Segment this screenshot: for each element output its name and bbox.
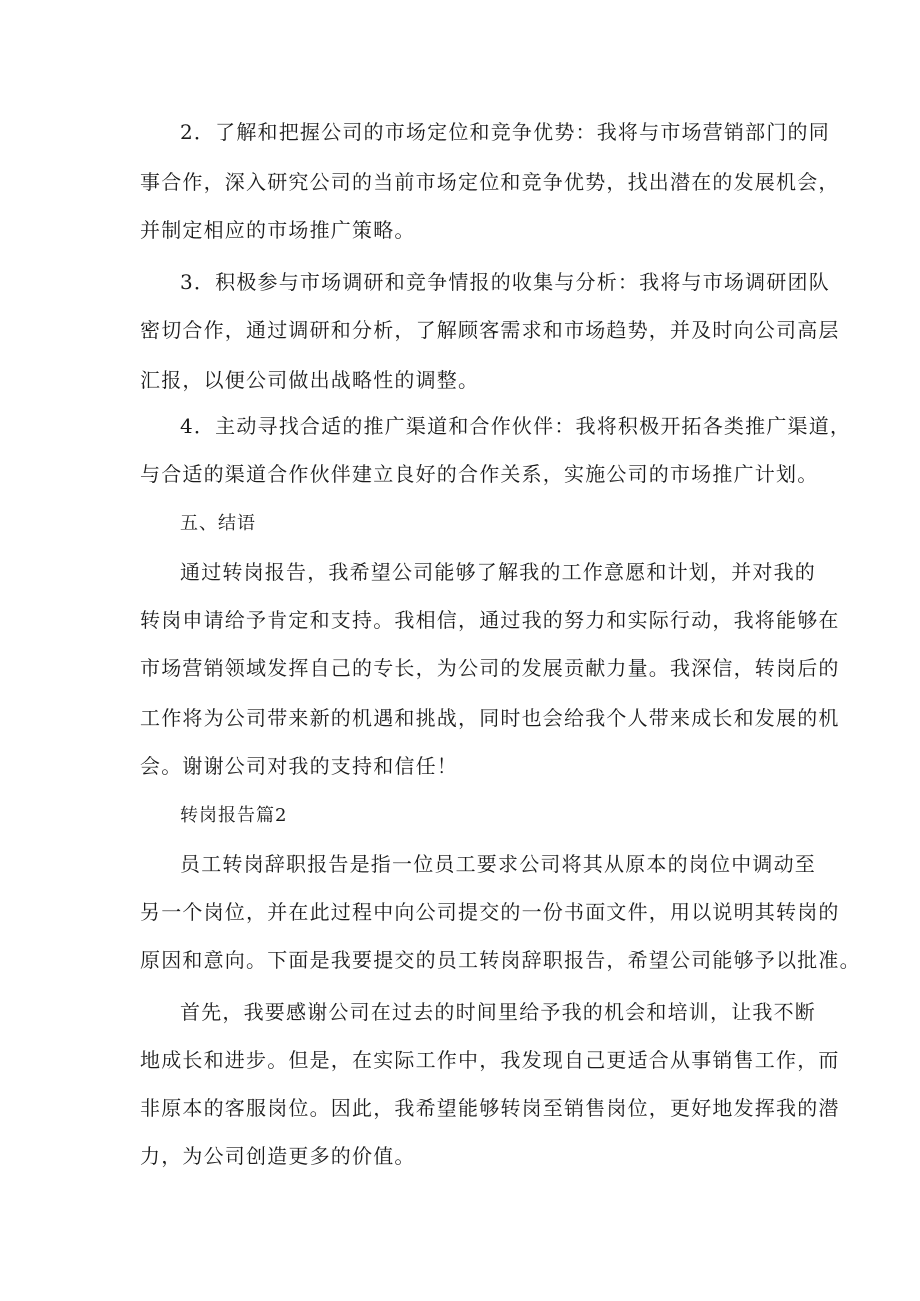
paragraph-line: 首先，我要感谢公司在过去的时间里给予我的机会和培训，让我不断 [180, 1000, 816, 1024]
paragraph-line: 3．积极参与市场调研和竞争情报的收集与分析：我将与市场调研团队 [180, 270, 830, 294]
paragraph-line: 员工转岗辞职报告是指一位员工要求公司将其从原本的岗位中调动至 [180, 852, 816, 876]
paragraph-line: 密切合作，通过调研和分析，了解顾客需求和市场趋势，并及时向公司高层 [140, 318, 840, 342]
paragraph-line: 工作将为公司带来新的机遇和挑战，同时也会给我个人带来成长和发展的机 [140, 706, 840, 730]
paragraph-line: 会。谢谢公司对我的支持和信任！ [140, 754, 458, 778]
paragraph-line: 转岗申请给予肯定和支持。我相信，通过我的努力和实际行动，我将能够在 [140, 608, 840, 632]
paragraph-line: 2．了解和把握公司的市场定位和竞争优势：我将与市场营销部门的同 [180, 120, 830, 144]
paragraph-line: 非原本的客服岗位。因此，我希望能够转岗至销售岗位，更好地发挥我的潜 [140, 1096, 840, 1120]
paragraph-line: 力，为公司创造更多的价值。 [140, 1144, 416, 1168]
section-heading: 转岗报告篇2 [180, 805, 288, 826]
paragraph-line: 原因和意向。下面是我要提交的员工转岗辞职报告，希望公司能够予以批准。 [140, 948, 861, 972]
paragraph-line: 通过转岗报告，我希望公司能够了解我的工作意愿和计划，并对我的 [180, 560, 816, 584]
section-heading: 五、结语 [180, 513, 256, 534]
paragraph-line: 汇报，以便公司做出战略性的调整。 [140, 368, 480, 392]
paragraph-line: 地成长和进步。但是，在实际工作中，我发现自己更适合从事销售工作，而 [140, 1048, 840, 1072]
paragraph-line: 4．主动寻找合适的推广渠道和合作伙伴：我将积极开拓各类推广渠道， [180, 414, 852, 438]
paragraph-line: 事合作，深入研究公司的当前市场定位和竞争优势，找出潜在的发展机会， [140, 170, 840, 194]
paragraph-line: 与合适的渠道合作伙伴建立良好的合作关系，实施公司的市场推广计划。 [140, 462, 819, 486]
paragraph-line: 另一个岗位，并在此过程中向公司提交的一份书面文件，用以说明其转岗的 [140, 900, 840, 924]
paragraph-line: 并制定相应的市场推广策略。 [140, 218, 416, 242]
paragraph-line: 市场营销领域发挥自己的专长，为公司的发展贡献力量。我深信，转岗后的 [140, 656, 840, 680]
